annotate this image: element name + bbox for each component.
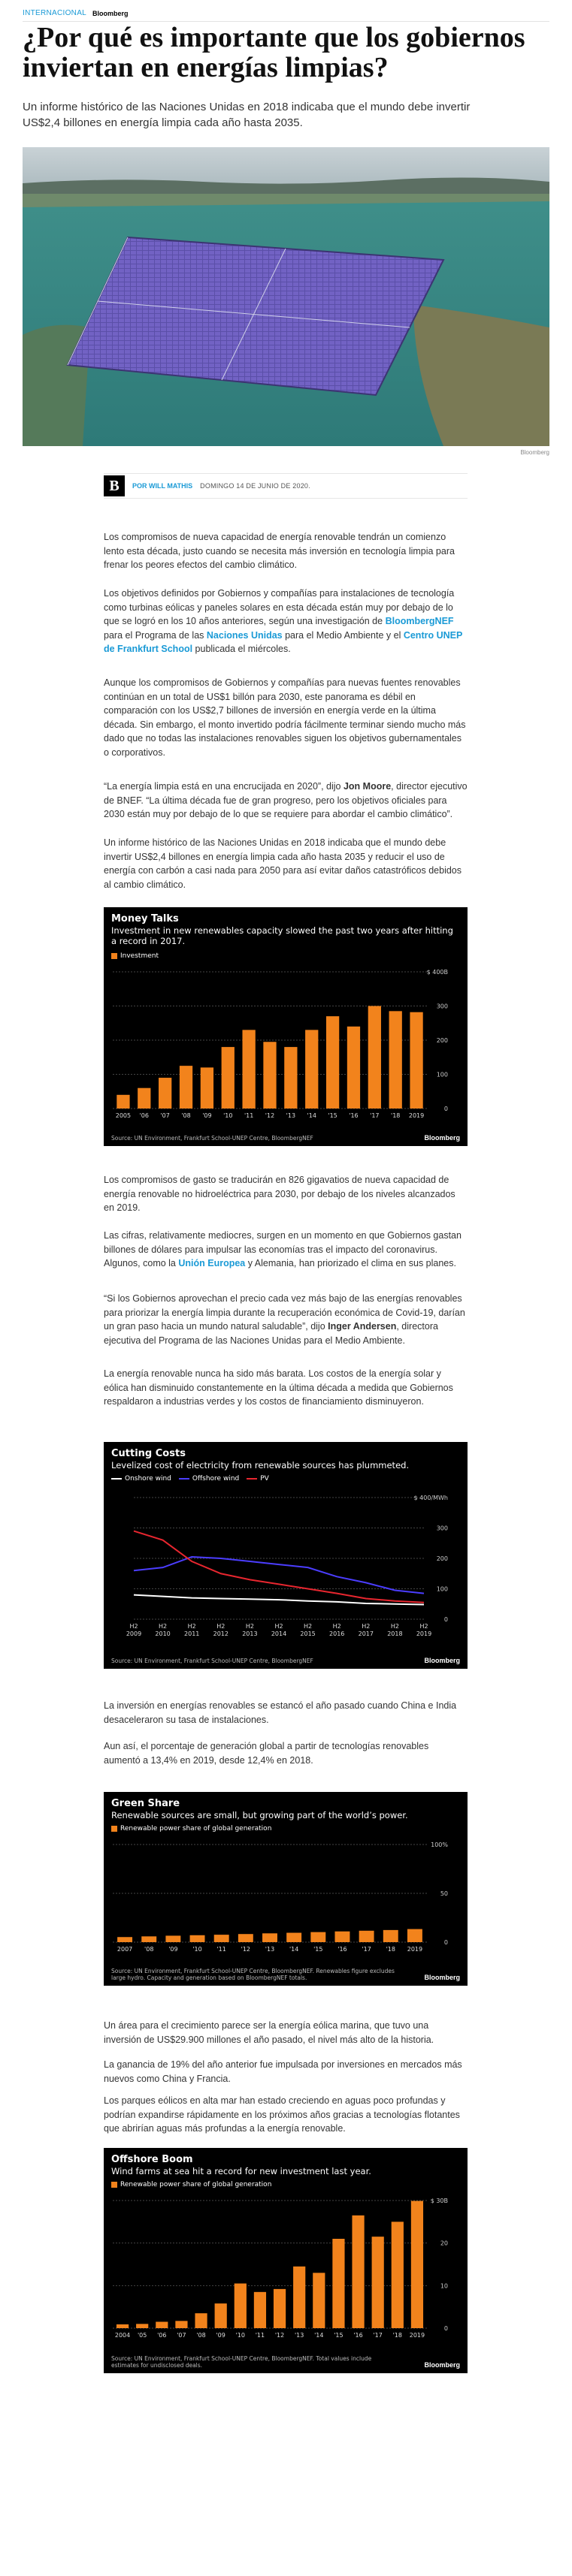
link-naciones-unidas[interactable]: Naciones Unidas <box>206 629 283 641</box>
chart-legend <box>111 952 159 960</box>
x-tick-label: '15 <box>334 2332 344 2339</box>
bar <box>274 2289 286 2328</box>
bar <box>190 1935 205 1942</box>
section-link[interactable]: INTERNACIONAL <box>23 9 87 17</box>
chart-legend <box>111 1475 269 1483</box>
bar <box>313 2273 325 2328</box>
x-tick-label: '11 <box>216 1946 226 1953</box>
x-tick-label: H2 <box>216 1623 225 1630</box>
y-tick-label: $ 30B <box>430 2197 448 2204</box>
y-tick-label: 100 <box>436 1585 448 1593</box>
chart-title: Offshore Boom <box>111 2154 193 2165</box>
y-tick-label: 20 <box>440 2240 448 2247</box>
x-tick-label: '14 <box>289 1946 299 1953</box>
paragraph: Los parques eólicos en alta mar han estado creciendo en aguas poco profundas y podrían expandirse rápidamente en los próximos años gracias a tecnologías flotantes que abrirían aguas más profundas a la energía renovable. <box>104 2095 460 2134</box>
x-tick-label: '13 <box>294 2332 304 2339</box>
x-tick-label: '15 <box>328 1112 337 1119</box>
chart-brand: Bloomberg <box>424 2361 460 2369</box>
x-tick-label: '08 <box>196 2332 206 2339</box>
legend-label: Renewable power share of global generation <box>120 2181 272 2188</box>
paragraph: Aunque los compromisos de Gobiernos y compañías para nuevas fuentes renovables continúan en un total de US$1 billón para 2030, este panorama es débil en comparación con los US$2,7 billones de inversión en energía verde en la última década. Sin embargo, el monto invertido podría fácilmente terminar siendo mucho más dado que no todas las instalaciones renovables siguen los objetivos gubernamentales o corporativos. <box>104 677 466 758</box>
bar <box>195 2313 207 2328</box>
x-tick-label: H2 <box>419 1623 428 1630</box>
y-tick-label: 100 <box>436 1071 448 1078</box>
chart-offshore-boom <box>104 2148 468 2373</box>
x-tick-label: '15 <box>313 1946 323 1953</box>
bar <box>215 2303 227 2328</box>
bar <box>305 1030 318 1109</box>
bar <box>159 1078 171 1109</box>
x-tick-label: '17 <box>362 1946 371 1953</box>
chart-source: Source: UN Environment, Frankfurt School-UNEP Centre, BloombergNEF <box>111 1658 313 1664</box>
bar <box>389 1011 402 1109</box>
article-dek: Un informe histórico de las Naciones Unidas en 2018 indicaba que el mundo debe invertir US$2,4 billones en energía limpia cada año hasta 2035. <box>23 101 471 129</box>
chart-title: Green Share <box>111 1798 180 1809</box>
bar-chart-plot <box>104 961 468 1134</box>
bar <box>214 1935 229 1942</box>
x-tick-label: '10 <box>223 1112 233 1119</box>
chart-green-share <box>104 1792 468 1986</box>
x-tick-label: '14 <box>307 1112 316 1119</box>
link-bloombergnef[interactable]: BloombergNEF <box>385 616 454 626</box>
paragraph: “La energía limpia está en una encrucijada en 2020”, dijo Jon Moore, director ejecutivo de BNEF. “La última década fue de gran progreso, pero los objetivos oficiales para 2030 están muy por debajo de lo que se requiere para abordar el cambio climático”. <box>104 781 468 819</box>
legend-item <box>247 1475 269 1483</box>
x-tick-label: '06 <box>157 2332 167 2339</box>
x-tick-label: 2019 <box>416 1630 432 1637</box>
chart-subtitle: Renewable sources are small, but growing part of the world’s power. <box>111 1810 408 1820</box>
chart-brand: Bloomberg <box>424 1134 460 1142</box>
bar <box>141 1936 156 1942</box>
y-tick-label: 300 <box>436 1003 448 1010</box>
x-tick-label: '07 <box>177 2332 186 2339</box>
x-tick-label: '12 <box>274 2332 285 2339</box>
x-tick-label: '18 <box>391 1112 401 1119</box>
bar <box>310 1932 325 1942</box>
article-kicker <box>23 9 129 17</box>
x-tick-label: 2019 <box>409 2332 425 2339</box>
chart-brand: Bloomberg <box>424 1974 460 1981</box>
x-tick-label: H2 <box>159 1623 168 1630</box>
x-tick-label: 2007 <box>117 1946 133 1953</box>
y-tick-label: $ 400B <box>426 969 448 976</box>
bar <box>410 1012 422 1109</box>
bar <box>262 1933 277 1942</box>
x-tick-label: 2012 <box>213 1630 228 1637</box>
y-tick-label: 0 <box>443 1939 448 1946</box>
x-tick-label: '16 <box>337 1946 347 1953</box>
x-tick-label: '16 <box>353 2332 363 2339</box>
chart-subtitle: Wind farms at sea hit a record for new investment last year. <box>111 2166 371 2176</box>
y-tick-label: $ 400/MWh <box>413 1495 448 1501</box>
x-tick-label: '09 <box>168 1946 178 1953</box>
x-tick-label: '08 <box>181 1112 191 1119</box>
bar <box>254 2292 266 2328</box>
bar <box>284 1047 297 1109</box>
bloomberg-logo-icon: B <box>104 475 125 496</box>
chart-title: Money Talks <box>111 913 179 925</box>
bar-chart-plot <box>104 2190 468 2349</box>
x-tick-label: '10 <box>192 1946 202 1953</box>
legend-label: Offshore wind <box>192 1475 240 1483</box>
x-tick-label: '08 <box>144 1946 154 1953</box>
chart-brand: Bloomberg <box>424 1657 460 1664</box>
y-tick-label: 0 <box>443 1106 448 1112</box>
publish-date: DOMINGO 14 DE JUNIO DE 2020. <box>200 482 310 490</box>
x-tick-label: '14 <box>314 2332 324 2339</box>
bar <box>411 2201 423 2328</box>
bar <box>165 1935 180 1942</box>
bar <box>117 1095 129 1109</box>
bar <box>334 1932 350 1942</box>
bar <box>392 2222 404 2328</box>
x-tick-label: 2015 <box>300 1630 316 1637</box>
y-tick-label: 200 <box>436 1037 448 1044</box>
x-tick-label: H2 <box>332 1623 341 1630</box>
paragraph: La inversión en energías renovables se estancó el año pasado cuando China e India desaceleraron su tasa de instalaciones. <box>104 1700 457 1725</box>
y-tick-label: 100% <box>431 1842 448 1848</box>
bar <box>359 1931 374 1942</box>
bar-chart-plot <box>104 1834 468 1962</box>
paragraph: La energía renovable nunca ha sido más barata. Los costos de la energía solar y eólica han disminuido constantemente en la última década a medida que Gobiernos respaldaron a industrias verdes y los costos de financiamiento disminuyeron. <box>104 1368 453 1407</box>
link-centro-unep[interactable]: Centro UNEP de Frankfurt School <box>104 629 463 654</box>
photo-credit: Bloomberg <box>520 449 549 456</box>
x-tick-label: 2013 <box>242 1630 258 1637</box>
x-tick-label: H2 <box>129 1623 138 1630</box>
bar <box>138 1088 150 1109</box>
legend-label: Renewable power share of global generation <box>120 1825 272 1832</box>
x-tick-label: '11 <box>244 1112 254 1119</box>
chart-legend <box>111 2181 271 2188</box>
y-tick-label: 0 <box>443 2325 448 2332</box>
chart-money-talks <box>104 907 468 1146</box>
x-tick-label: 2016 <box>329 1630 345 1637</box>
bar <box>242 1030 255 1109</box>
x-tick-label: H2 <box>245 1623 254 1630</box>
author-link[interactable]: POR WILL MATHIS <box>132 482 193 490</box>
x-tick-label: 2018 <box>387 1630 403 1637</box>
x-tick-label: '13 <box>265 1946 275 1953</box>
bar <box>156 2322 168 2329</box>
y-tick-label: 300 <box>436 1525 448 1532</box>
legend-item <box>179 1475 239 1483</box>
x-tick-label: '17 <box>373 2332 383 2339</box>
x-tick-label: H2 <box>274 1623 283 1630</box>
bar <box>222 1047 235 1109</box>
x-tick-label: 2019 <box>407 1946 423 1953</box>
x-tick-label: '16 <box>349 1112 359 1119</box>
bar <box>235 2284 247 2329</box>
bold-name: Inger Andersen <box>328 1321 397 1332</box>
legend-label: Investment <box>120 952 159 960</box>
bar <box>136 2324 148 2328</box>
bar <box>407 1929 422 1942</box>
bar <box>383 1930 398 1942</box>
bold-name: Jon Moore <box>343 781 392 792</box>
paragraph: Un área para el crecimiento parece ser la energía eólica marina, que tuvo una inversión de US$29.900 millones el año pasado, el nivel más alto de la historia. <box>104 2020 434 2045</box>
source-label: Bloomberg <box>92 9 129 17</box>
hero-image <box>23 147 549 446</box>
x-tick-label: '07 <box>160 1112 170 1119</box>
x-tick-label: '12 <box>265 1112 275 1119</box>
bar <box>326 1016 339 1109</box>
chart-cutting-costs <box>104 1442 468 1669</box>
legend-swatch <box>179 1478 189 1480</box>
y-tick-label: 10 <box>440 2282 448 2290</box>
x-tick-label: '06 <box>139 1112 149 1119</box>
x-tick-label: '10 <box>235 2332 246 2339</box>
bar <box>293 2267 305 2328</box>
bar <box>175 2321 187 2328</box>
y-tick-label: 50 <box>440 1890 448 1897</box>
x-tick-label: 2014 <box>271 1630 287 1637</box>
series-line <box>134 1531 424 1603</box>
chart-source: Source: UN Environment, Frankfurt School-UNEP Centre, BloombergNEF. Renewables figure excludes large hydro. Capacity and generation based on BloombergNEF totals. <box>111 1968 395 1981</box>
bar <box>347 1027 360 1109</box>
paragraph: Un informe histórico de las Naciones Unidas en 2018 indicaba que el mundo debe invertir US$2,4 billones en energía limpia cada año hasta 2035 y reducir el uso de energía con carbón a casi nada para 2050 para así evitar daños catastróficos debidos al cambio climático. <box>104 837 462 890</box>
x-tick-label: '18 <box>392 2332 403 2339</box>
y-tick-label: 0 <box>443 1616 448 1623</box>
x-tick-label: '12 <box>241 1946 251 1953</box>
x-tick-label: '09 <box>216 2332 225 2339</box>
x-tick-label: '11 <box>255 2332 265 2339</box>
bar <box>238 1934 253 1942</box>
link-union-europea[interactable]: Unión Europea <box>178 1258 246 1268</box>
x-tick-label: '09 <box>202 1112 212 1119</box>
x-tick-label: H2 <box>390 1623 399 1630</box>
legend-swatch <box>247 1478 257 1480</box>
bar <box>368 1006 381 1109</box>
x-tick-label: 2019 <box>408 1112 425 1119</box>
bar <box>180 1066 192 1109</box>
x-tick-label: H2 <box>187 1623 196 1630</box>
legend-label: Onshore wind <box>125 1475 171 1483</box>
x-tick-label: 2010 <box>155 1630 171 1637</box>
paragraph: “Si los Gobiernos aprovechan el precio cada vez más bajo de las energías renovables para priorizar la energía limpia durante la recuperación económica de Covid-19, darían un gran paso hacia un mundo natural saludable”, dijo Inger Andersen, directora ejecutiva del Programa de las Naciones Unidas para el Medio Ambiente. <box>104 1293 465 1346</box>
legend-item <box>111 1475 171 1483</box>
x-tick-label: 2004 <box>114 2332 131 2339</box>
chart-source: Source: UN Environment, Frankfurt School-UNEP Centre, BloombergNEF. Total values include estimates for undisclosed deals. <box>111 2355 372 2369</box>
bar <box>263 1042 276 1109</box>
bar <box>372 2237 384 2328</box>
chart-subtitle: Levelized cost of electricity from renewable sources has plummeted. <box>111 1460 410 1470</box>
paragraph: Los objetivos definidos por Gobiernos y compañías para instalaciones de tecnología como turbinas eólicas y paneles solares en esta década están muy por debajo de lo que se logró en los 10 años anteriores, según una investigación de BloombergNEF para el Programa de las Naciones Unidas para el Medio Ambiente y el Centro UNEP de Frankfurt School publicada el miércoles. <box>104 588 463 654</box>
byline <box>104 473 468 499</box>
bar <box>332 2239 344 2328</box>
bar <box>352 2216 364 2328</box>
chart-legend <box>111 1825 271 1832</box>
paragraph: La ganancia de 19% del año anterior fue impulsada por inversiones en mercados más nuevos como China y Francia. <box>104 2059 462 2084</box>
x-tick-label: H2 <box>304 1623 313 1630</box>
article-title: ¿Por qué es importante que los gobiernos inviertan en energías limpias? <box>23 22 525 83</box>
x-tick-label: 2017 <box>358 1630 374 1637</box>
paragraph: Las cifras, relativamente mediocres, surgen en un momento en que Gobiernos gastan billones de dólares para impulsar las economías tras el impacto del coronavirus. Algunos, como la Unión Europea y Alemania, han priorizado el clima en sus planes. <box>104 1230 462 1268</box>
chart-source: Source: UN Environment, Frankfurt School-UNEP Centre, BloombergNEF <box>111 1135 313 1142</box>
series-line <box>134 1557 424 1594</box>
bar <box>117 2324 129 2328</box>
y-tick-label: 200 <box>436 1555 448 1562</box>
x-tick-label: '13 <box>286 1112 296 1119</box>
x-tick-label: 2009 <box>126 1630 142 1637</box>
x-tick-label: 2005 <box>115 1112 132 1119</box>
legend-swatch <box>111 1478 122 1480</box>
chart-title: Cutting Costs <box>111 1448 186 1459</box>
bar <box>286 1933 301 1942</box>
bar <box>117 1937 132 1942</box>
x-tick-label: H2 <box>362 1623 371 1630</box>
chart-subtitle: Investment in new renewables capacity slowed the past two years after hitting a record in 2017. <box>111 925 453 946</box>
line-chart-plot <box>104 1487 468 1648</box>
paragraph: Aun así, el porcentaje de generación global a partir de tecnologías renovables aumentó a 13,4% en 2019, desde 12,4% en 2018. <box>104 1741 429 1766</box>
x-tick-label: '05 <box>137 2332 147 2339</box>
x-tick-label: '18 <box>386 1946 395 1953</box>
legend-label: PV <box>260 1475 269 1483</box>
x-tick-label: '17 <box>370 1112 380 1119</box>
paragraph: Los compromisos de gasto se traducirán en 826 gigavatios de nueva capacidad de energía renovable no hidroeléctrica para 2030, por debajo de los niveles alcanzados en 2019. <box>104 1175 455 1213</box>
bar <box>201 1067 213 1109</box>
x-tick-label: 2011 <box>184 1630 200 1637</box>
paragraph: Los compromisos de nueva capacidad de energía renovable tendrán un comienzo lento esta década, justo cuando se necesita más inversión en tecnología limpia para frenar los peores efectos del cambio climático. <box>104 532 455 570</box>
